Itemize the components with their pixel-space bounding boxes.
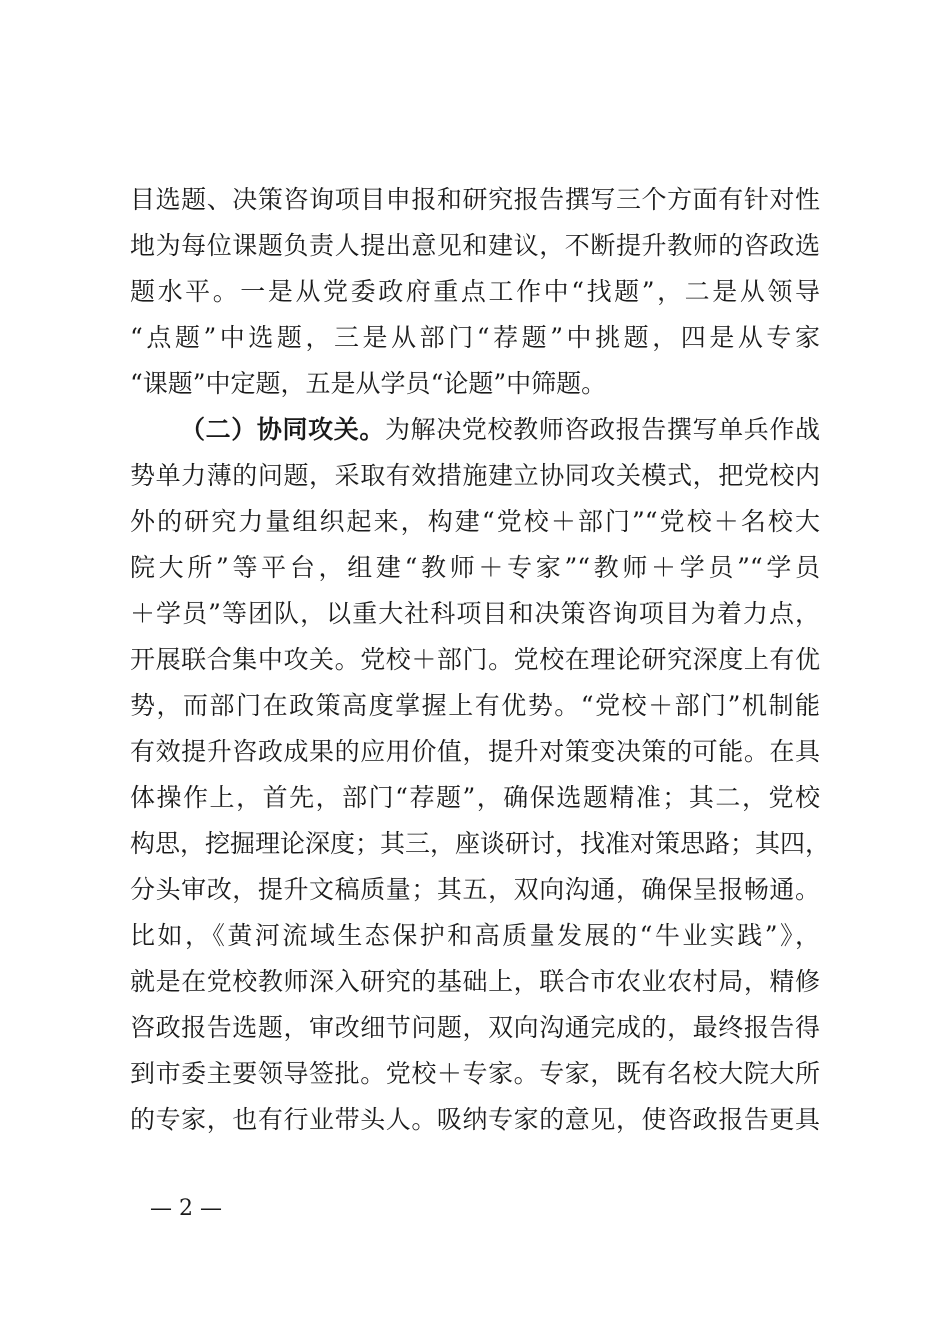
p2-line-13: 就是在党校教师深入研究的基础上，联合市农业农村局，精修 xyxy=(130,967,820,996)
p2-line-9: 体操作上，首先，部门“荐题”，确保选题精准；其二，党校 xyxy=(130,783,820,812)
p1-line-2: 地为每位课题负责人提出意见和建议，不断提升教师的咨政选 xyxy=(130,231,820,260)
p2-line-4: 院大所”等平台，组建“教师＋专家”“教师＋学员”“学员 xyxy=(130,553,820,582)
p1-line-5: “课题”中定题，五是从学员“论题”中筛题。 xyxy=(130,369,607,398)
p2-line-10: 构思，挖掘理论深度；其三，座谈研讨，找准对策思路；其四， xyxy=(130,829,831,858)
p2-line-16: 的专家，也有行业带头人。吸纳专家的意见，使咨政报告更具 xyxy=(130,1105,820,1134)
p2-line-2: 势单力薄的问题，采取有效措施建立协同攻关模式，把党校内 xyxy=(130,461,820,490)
p2-line-8: 有效提升咨政成果的应用价值，提升对策变决策的可能。在具 xyxy=(130,737,820,766)
p2-line-1-text: 为解决党校教师咨政报告撰写单兵作战 xyxy=(385,415,820,444)
page-number: — 2 — xyxy=(150,1196,222,1221)
p2-line-1 xyxy=(180,414,820,446)
p2-line-15: 到市委主要领导签批。党校＋专家。专家，既有名校大院大所 xyxy=(130,1059,820,1088)
p2-line-7: 势，而部门在政策高度掌握上有优势。“党校＋部门”机制能 xyxy=(130,691,820,720)
p1-line-4: “点题”中选题，三是从部门“荐题”中挑题，四是从专家 xyxy=(130,323,820,352)
p2-line-14: 咨政报告选题，审改细节问题，双向沟通完成的，最终报告得 xyxy=(130,1013,820,1042)
p1-line-1: 目选题、决策咨询项目申报和研究报告撰写三个方面有针对性 xyxy=(130,185,820,214)
p1-line-3: 题水平。一是从党委政府重点工作中“找题”，二是从领导 xyxy=(130,277,820,306)
p2-line-12: 比如，《黄河流域生态保护和高质量发展的“牛业实践”》， xyxy=(130,921,820,950)
p2-line-6: 开展联合集中攻关。党校＋部门。党校在理论研究深度上有优 xyxy=(130,645,820,674)
section-heading: （二）协同攻关。 xyxy=(180,415,385,444)
p2-line-11: 分头审改，提升文稿质量；其五，双向沟通，确保呈报畅通。 xyxy=(130,875,820,904)
p2-line-3: 外的研究力量组织起来，构建“党校＋部门”“党校＋名校大 xyxy=(130,507,820,536)
p2-line-5: ＋学员”等团队，以重大社科项目和决策咨询项目为着力点， xyxy=(130,599,820,628)
